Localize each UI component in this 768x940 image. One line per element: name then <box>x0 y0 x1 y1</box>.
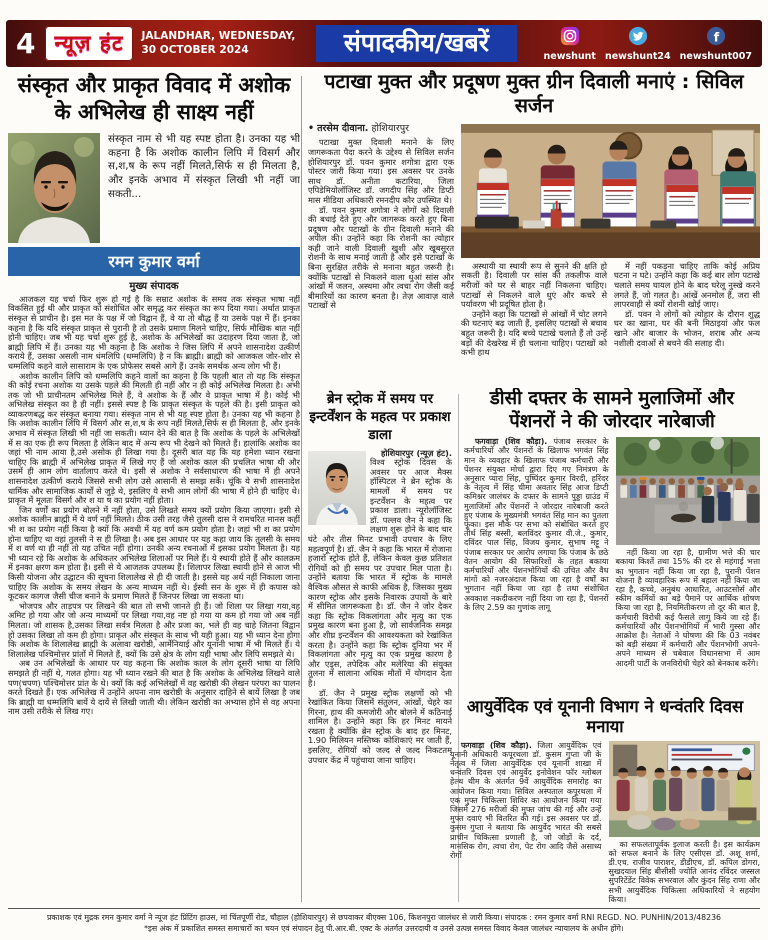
editorial-article <box>8 72 300 905</box>
ayurveda-column-2 <box>609 741 761 903</box>
newspaper-logo-text: न्यूज़ हंट <box>54 31 124 55</box>
diwali-column-1 <box>308 124 454 358</box>
instagram-icon <box>560 26 580 50</box>
date-line-2: 30 OCTOBER 2024 <box>141 43 249 56</box>
editorial-author-title: मुख्य संपादक <box>129 280 179 292</box>
editorial-body <box>8 295 300 905</box>
diwali-byline <box>308 124 454 134</box>
diwali-headline: पटाखा मुक्त और प्रदूषण मुक्त ग्रीन दिवाली मनाएं : सिविल सर्जन <box>324 70 744 118</box>
facebook-icon <box>706 26 726 50</box>
protest-headline: डीसी दफ्तर के सामने मुलाजिमों और पेंशनरों ने की जोरदार नारेबाजी <box>489 388 735 432</box>
diwali-column-3 <box>614 262 760 358</box>
social-facebook <box>680 26 752 62</box>
ayurveda-event-photo <box>609 741 761 837</box>
byline-place: होशियारपुर <box>371 122 410 134</box>
ayurveda-paragraph: जिला आयुर्वेदिक एवं यूनानी अधिकारी कपूरथला डॉ. कुसम गुप्ता जी के नेतृत्व में जिला आयुर्वेदिक एवं यूनानी शाखा में धन्वंतरि दिवस एवं आयुर्वेद इनोवेशन फॉर ग्लोबल हेल्थ थीम के अंतर्गत 9वें आयुर्वेदिक समारोह का आयोजन किया गया। सिविल अस्पताल कपूरथला में एक मुफ्त चिकित्सा शिविर का आयोजन किया गया जिसमें 276 मरीजों की मुफ्त जांच की गई और उन्हें मुफ्त दवाएं भी वितरित की गई। इस अवसर पर डॉ. कुसम गुप्ता ने बताया कि आयुर्वेद भारत की सबसे प्राचीन चिकित्सा प्रणाली है, जो जोड़ों के दर्द, मानसिक रोग, त्वचा रोग, पेट रोग आदि जैसे असाध्य रोगों <box>450 740 602 861</box>
diwali-paragraph: उन्होंने कहा कि पटाखों से आंखों में चोट लगने की घटनाएं बढ़ जाती हैं, इसलिए पटाखों से बचाव बहुत जरूरी है। यदि बच्चे पटाखे चलाते हैं तो उन्हें बड़ों की देखरेख में ही चलाना चाहिए। पटाखों को कभी हाथ <box>461 308 607 358</box>
editorial-lede <box>8 133 300 245</box>
stroke-paragraph: विश्व स्ट्रोक दिवस के अवसर पर आज मैक्स हॉस्पिटल ने ब्रेन स्ट्रोक के मामलों में समय पर इन्टर्वेंशन के महत्व पर प्रकाश डाला। न्यूरोलॉजिस्ट डॉ. पल्लव जैन ने कहा कि लक्षण शुरू होने के बाद चार घंटे और तीस मिनट प्रभावी उपचार के लिए महत्वपूर्ण है। डॉ. जैन ने कहा कि भारत में रोजाना हजारों स्ट्रोक होते हैं, लेकिन केवल कुछ प्रतिशत रोगियों को ही समय पर उपचार मिल पाता है। उन्होंने बताया कि भारत में स्ट्रोक के मामले वैश्विक औसत से काफी अधिक है, जिसका मुख्य कारण स्ट्रोक और इसके निवारक उपायों के बारे में सीमित जागरूकता है। डॉ. जैन ने जोर देकर कहा कि स्ट्रोक विकलांगता और मृत्यु का एक प्रमुख कारण बना हुआ है, जो सार्वजनिक समझ और शीघ्र इन्टर्वेंशन की आवश्यकता को रेखांकित करता है। उन्होंने कहा कि स्ट्रोक दुनिया भर में विकलांगता और मृत्यु का एक प्रमुख कारण है और एड्स, तपेदिक और मलेरिया की संयुक्त तुलना में सालाना अधिक मौतों में योगदान देता है। <box>308 457 452 688</box>
stroke-dateline: होशियारपुर (न्यूज़ हंट). <box>381 447 452 458</box>
diwali-paragraph: डॉ. पवन कुमार शगोत्रा ने लोगों को दिवाली की बधाई देते हुए और जागरूक करते हुए बिना प्रदूषण और पटाखों के ग्रीन दिवाली मनाने की अपील की। उन्होंने कहा कि रोशनी का त्योहार कही जाने वाली दिवाली खुशी और खूबसूरत रोशनी के साथ मनाई जाती है और इसे पटाखों के बिना सुरक्षित तरीके से मनाना बहुत जरूरी है। क्योंकि पटाखों से निकलने वाला धुआं सांस और आंखों में जलन, अस्थमा और त्वचा रोग जैसी कई बीमारियों का कारण बनता है। तेज़ आवाज़ वाले पटाखों से <box>308 204 454 311</box>
instagram-handle: newshunt <box>543 50 596 62</box>
editorial-paragraph: आजकल यह चर्चा फिर शुरू हो गई है कि सम्राट अशोक के समय तक संस्कृत भाषा नहीं विकसित हुई थी और प्राकृत को संशोधित और समृद्ध कर संस्कृत का रूप दिया गया। अर्थात प्राकृत संस्कृत से प्राचीन है। इस मत के पक्ष में जो विद्वान हैं, वे या तो बौद्ध हैं या उसके पक्ष में हैं। इनका कहना है कि यदि संस्कृत प्राकृत से पुरानी है तो उसके प्रमाण मिलने चाहिए, सिर्फ मौखिक बात नहीं होनी चाहिए। जब भी यह चर्चा शुरू हुई है, अशोक के अभिलेखों का उदाहरण दिया जाता है, जो ब्राह्मी लिपि में हैं। उनका यह भी कहना है कि अशोक ने जिस लिपि में अपने शासनादेश उत्कीर्ण कराये हैं, उसका असली नाम धंमलिपि (धम्मलिपि) है न कि ब्राह्मी। ब्राह्मी को आजकल जोर-शोर से धम्मलिपि कहने वाले सासाराम के एक प्रोफेसर सबसे आगे हैं। उनके समर्थक अन्य लोग भी हैं। <box>8 294 300 371</box>
imprint-line-1: प्रकाशक एवं मुद्रक रमन कुमार वर्मा ने न्यूज हंट प्रिंटिंग हाउस, मां चिंतपूर्णी रोड, चौहाल (होशियारपुर) से छपवाकर बीएक्स 106, किशनपुरा जालंधर से जारी किया। संपादक : रमन कुमार वर्मा RNI REGD. NO. PUNHIN/2013/48236 <box>46 913 722 922</box>
ayurveda-article <box>450 697 760 903</box>
protest-dateline: फगवाड़ा (शिव कौड़ा). <box>475 437 548 447</box>
ayurveda-headline: आयुर्वेदिक एवं यूनानी विभाग ने धन्वंतरि दिवस मनाया <box>466 697 744 736</box>
protest-paragraph: नहीं किया जा रहा है, ग्रामीण भत्ते की चार बकाया किश्तें तथा 15% की दर से महंगाई भत्ता का भुगतान नहीं किया जा रहा है, पुरानी पेंशन योजना है व्यावहारिक रूप में बहाल नहीं किया जा रहा है, कच्चे, अनुबंध आधारित, आउटसोर्स और स्कीम कर्मियों का बड़े पैमाने पर आर्थिक शोषण किया जा रहा है, नियमितीकरण तो दूर की बात है, कर्मचारी विरोधी कई फैसले लागू किये जा रहे हैं। कर्मचारियों और पेंशनभोगियों में भारी गुस्सा और आक्रोश है। नेताओं ने घोषणा की कि 03 नवंबर को बड़ी संख्या में कर्मचारी और पेंशनभोगी अपने-अपने माध्यम से चबेवाल विधानसभा में आम आदमी पार्टी के जनविरोधी चेहरे को बेनकाब करेंगे। <box>615 548 760 668</box>
ayurveda-paragraph: का सफलतापूर्वक इलाज करती है। इस कार्यक्रम को सफल बनाने के लिए एसीएस डॉ. अशू शर्मा, डी.एच. राजीव पाराशर, डीडीएच, डॉ. कपिल डोगरा, सुखदयाल सिंह बीसीसी ज्योति आनंद रविंदर जस्सल सुपरिटेंडेंट विवेक सभरवाल और कुंदन सिंह राणा और सभी आयुर्वेदिक चिकित्सा अधिकारियों ने सहयोग किया। <box>608 839 760 903</box>
section-title: संपादकीय/खबरें <box>316 25 517 62</box>
protest-paragraph: पंजाब सरकार के कर्मचारियों और पेंशनरों के खिलाफ भगवंत सिंह मान के व्यवहार के खिलाफ पंजाब कर्मचारी और पेंशनर संयुक्त मोर्चा द्वारा दिए गए निमंत्रण के अनुसार प्यारा सिंह, पुष्पिंदर कुमार विरदी, हरिंदर के नेतृत्व में सिंह चीमा अवतार सिंह आज डिप्टी कमिश्नर जालंधर के दफ्तर के सामने पुड्डा ग्राउंड में मुलाजिमों और पेंशनरों ने जोरदार नारेबाजी करते हुए पंजाब के मुख्यमंत्री भगवंत सिंह मान का पुतला फूंका। इस मौके पर सभा को संबोधित करते हुए तीर्थ सिंह बस्सी, बलविंदर कुमार वी.जे., कुमार, दविंदर पाल सिंह, विजय कुमार, सुभाष मट्टू ने पंजाब सरकार पर आरोप लगाया कि पंजाब के छठे वेतन आयोग की सिफारिशों के तहत बकाया कर्मचारियों और पेंशनभोगियों की उचित और वैध मांगों को नजरअंदाज किया जा रहा है वर्षों का भुगतान नहीं किया जा रहा है तथा संशोधित अवकाश नकदीकरण नहीं दिया जा रहा है, पेंशनरों के लिए 2.59 का गुणांक लागू <box>464 437 609 612</box>
diwali-column-2 <box>461 262 607 358</box>
stroke-article <box>308 390 452 902</box>
column-divider <box>301 76 302 902</box>
diwali-paragraph: डॉ. पवन ने लोगों को त्योहार के दौरान शुद्ध घर का खाना, घर की बनी मिठाइयां और फल खाने और बाजार के भोजन, शराब और अन्य नशीली दवाओं से बचने की सलाह दी। <box>614 308 760 348</box>
twitter-icon <box>628 26 648 50</box>
imprint-footer <box>8 908 760 935</box>
social-twitter <box>605 26 671 62</box>
stroke-paragraph: डॉ. जैन ने प्रमुख स्ट्रोक लक्षणों को भी रेखांकित किया जिसमें संतुलन, आंखों, चेहरे का गिरना, हाथ की कमजोरी और बोलने में कठिनाई शामिल है। उन्होंने कहा कि हर मिनट मायने रखता है क्योंकि ब्रेन स्ट्रोक के बाद हर मिनट, 1.90 मिलियन मस्तिष्क कोशिकाएं मर जाती हैं, इसलिए, रोगियों को जल्द से जल्द निकटतम उपचार केंद्र में पहुंचाया जाना चाहिए। <box>308 687 452 765</box>
imprint-line-2: *इस अंक में प्रकाशित समस्त समाचारों का चयन एवं संपादन हेतु पी.आर.बी. एक्ट के अंतर्गत उत्तरदायी व उनसे उत्पन्न समस्त विवाद केवल जालंधर न्यायालय के अधीन होंगे। <box>144 924 624 934</box>
twitter-handle: newshunt24 <box>604 50 671 62</box>
protest-column-1 <box>464 437 609 668</box>
diwali-paragraph: अस्थायी या स्थायी रूप से सुनने की क्षति हो सकती है। दिवाली पर सांस की तकलीफ वाले मरीजों को घर से बाहर नहीं निकलना चाहिए। पटाखों से निकलने वाले धुएं और कचरे से पर्यावरण भी प्रदूषित होता है। <box>461 260 607 310</box>
editorial-paragraph: अब उन अभिलेखों के आधार पर यह कहना कि अशोक काल के लोग दूसरी भाषा या लिपि समझते ही नहीं थे, गलत होगा। यह भी ध्यान रखने की बात है कि अशोक के अभिलेख लिखने वाले पण(चपण) पश्चिमोत्तर प्रांत के थे। क्यों कि कई अभिलेखों में वह खरोष्ठी की लेखन परंपरा का पालन करते दिखते हैं। एक अभिलेख में उन्होंने अपना नाम खरोष्ठी के अनुसार दाहिने से बायें लिखा है जब कि ब्राह्मी या धम्मलिपि बायें ये दायें से लिखी जाती थी। लेकिन खरोष्ठी का अभ्यास होने से वह अपना नाम उसी तरीके से लिख गए। <box>8 658 300 717</box>
protest-column-2 <box>616 437 761 668</box>
svg-text:f: f <box>713 28 720 44</box>
date-line-1: JALANDHAR, WEDNESDAY, <box>141 29 296 42</box>
editorial-paragraph: जिन वर्णों का प्रयोग बोलने में नहीं होता, उसे लिखते समय क्यों प्रयोग किया जाएगा। इसी से अशोक कालीन ब्राह्मी में ये वर्ण नहीं मिलते। ठीक उसी तरह जैसे तुलसी दास ने रामचरित मानस कहीं भी श का प्रयोग नहीं किया है क्यों कि अवधी में यह वर्ण कम प्रयोग होता है। जहां भी श का प्रयोग होना चाहिए था वहां तुलसी ने स ही लिखा है। अब इस आधार पर यह कहा जाय कि तुलसी के समय में श वर्ण था ही नहीं तो यह उचित नहीं होगा। उनकी अन्य रचनाओं में इसका प्रयोग मिलता है। यह भी ध्यान रहे कि अशोक के अधिकतर अभिलेख शिलाओं पर मिले हैं। ये स्थायी होते हैं और कालक्रम में इनका क्षरण कम होता है। इसी से ये आजतक उपलब्ध हैं। शिलापर लिखा स्थायी होने से आज भी किसी योजना और उद्घाटन की सूचना शिलालेख से ही दी जाती है। इससे यह अर्थ नहीं निकाला जाना चाहिए कि अशोक के समय लेखन के अन्य माध्यम नहीं थे। ईस्वी सन के शुरू में ही कपास को कूटकर कागज जैसी चीज बनाने के प्रमाण मिलते हैं जिनपर लिखा जा सकता था। <box>8 504 300 602</box>
diwali-press-photo <box>461 124 760 258</box>
newspaper-logo <box>45 26 132 61</box>
editorial-headline: संस्कृत और प्राकृत विवाद में अशोक के अभिलेख ही साक्ष्य नहीं <box>17 73 291 124</box>
protest-article <box>464 388 760 696</box>
editorial-paragraph: भोजपत्र और ताड़पत्र पर लिखने की बात तो सभी जानते ही हैं। जो शिला पर लिखा गया,वह अमिट हो गया और जो अन्य माध्यमों पर लिखा गया,वह नष्ट हो गया या कम हो गया जो अब नहीं मिलता। जो शासक है,उसका लिखा सर्वत्र मिलता है और प्रजा का, भले ही वह चाहे जितना विद्वान हो उसका लिखा तो कम ही होगा। प्राकृत और संस्कृत के साथ भी यही हुआ। यह भी ध्यान देना होगा कि अशोक के शिलालेख ब्राह्मी के अलावा खरोष्ठी, आर्मेनियाई और यूनानी भाषा में भी मिलते हैं। ये शिलालेख पश्चिमोत्तर प्रांतों में मिलते हैं, क्यों कि उसे क्षेत्र के लोग यही भाषा और लिपि समझते थे। <box>8 600 300 659</box>
diwali-paragraph: में नहीं पकड़ना चाहिए ताकि कोई अप्रिय घटना न घटे। उन्होंने कहा कि कई बार लोग पटाखे चलाते समय घायल होने के बाद घरेलू नुस्खे करने लगते हैं, जो गलत है। आंखें अनमोल हैं, जरा सी लापरवाही से क्यों रोशनी खोई जाए। <box>614 260 760 310</box>
diwali-paragraph: पटाखा मुक्त दिवाली मनाने के लिए जागरूकता पैदा करने के उद्देश्य से सिविल सर्जन होशियारपुर डॉ. पवन कुमार शगोत्रा द्वारा एक पोस्टर जारी किया गया। इस अवसर पर उनके साथ डॉ. अनीता कटारिया, जिला एपिडेमियोलॉजिस्ट डॉ. जगदीप सिंह और डिप्टी मास मीडिया अधिकारी रमनदीप कौर उपस्थित थे। <box>308 137 454 205</box>
editorial-author-bar: रमन कुमार वर्मा <box>8 247 300 276</box>
page-number: 4 <box>16 27 36 60</box>
byline-bullet: • <box>308 122 315 134</box>
date-line <box>142 30 296 57</box>
ayurveda-dateline: फगवाड़ा (शिव कौड़ा). <box>461 740 532 750</box>
stroke-body <box>308 449 452 766</box>
editor-photo <box>8 133 100 245</box>
facebook-handle: newshunt007 <box>679 50 752 62</box>
editorial-paragraph: अशोक कालीन लिपि को धम्मलिपि कहने वालों का कहना है कि पहली बात तो यह कि संस्कृत की कोई रचना अशोक या उसके पहले की मिलती ही नहीं और न ही कोई अभिलेख मिलता है। अभी तक जो भी प्राचीनतम अभिलेख मिले हैं, वे अशोक के हैं और वे प्राकृत भाषा में है। कोई भी अभिलेख संस्कृत का है ही नहीं। इससे स्पष्ट है कि प्राकृत संस्कृत के पहले की है। इसी प्राकृत को व्याकरणबद्ध कर संस्कृत बनाया गया। संस्कृत नाम से भी यह स्पष्ट होता है। उनका यह भी कहना है कि अशोक कालीन लिपि में विसर्ग और स,श,ष के रूप नहीं मिलते,सिर्फ स ही मिलता है, और इनके अभाव में संस्कृत लिखी भी नहीं जा सकती। ध्यान देने की बात है कि अशोक के पहले के अभिलेखों में स का एक ही रूप मिलता है लेकिन बाद में अन्य रूप भी देखने को मिलते हैं। हालांकि अशोक का जहां भी नाम आया है,उसे असोक ही लिखा गया है। दूसरी बात यह कि यह हमेशा ध्यान रखना चाहिए कि ब्राह्मी में अभिलेख प्राकृत में लिखे गए हैं जो अशोक काल की प्रचलित भाषा थी और उसमें ही आम लोग वार्तालाप करते थे। इसी से अशोक ने सर्वसाधारण की भाषा में ही अपने शासनादेश उत्कीर्ण कराये जिससे सभी लोग उसे आसानी से समझ सकें। चूंकि ये सभी शासनादेश धार्मिक और सामाजिक कार्यों से जुड़े थे, इसलिए ये सभी आम लोगों की भाषा में होने ही चाहिए थे। प्राकृत में मूलतः विसर्ग और श या ष का प्रयोग नहीं होता। <box>8 370 300 506</box>
diwali-article <box>308 70 760 388</box>
protest-photo <box>616 437 761 545</box>
editorial-intro: संस्कृत नाम से भी यह स्पष्ट होता है। उनका यह भी कहना है कि अशोक कालीन लिपि में विसर्ग और स,श,ष के रूप नहीं मिलते,सिर्फ स ही मिलता है, और इनके अभाव में संस्कृत लिखी भी नहीं जा सकती... <box>108 132 300 200</box>
social-handles <box>544 26 752 62</box>
byline-name: तरसेम दीवाना. <box>317 122 369 134</box>
stroke-headline: ब्रेन स्ट्रोक में समय पर इन्टर्वेंशन के महत्व पर प्रकाश डाला <box>309 391 451 444</box>
ayurveda-column-1 <box>450 741 602 903</box>
masthead <box>6 20 762 67</box>
social-instagram <box>544 26 596 62</box>
